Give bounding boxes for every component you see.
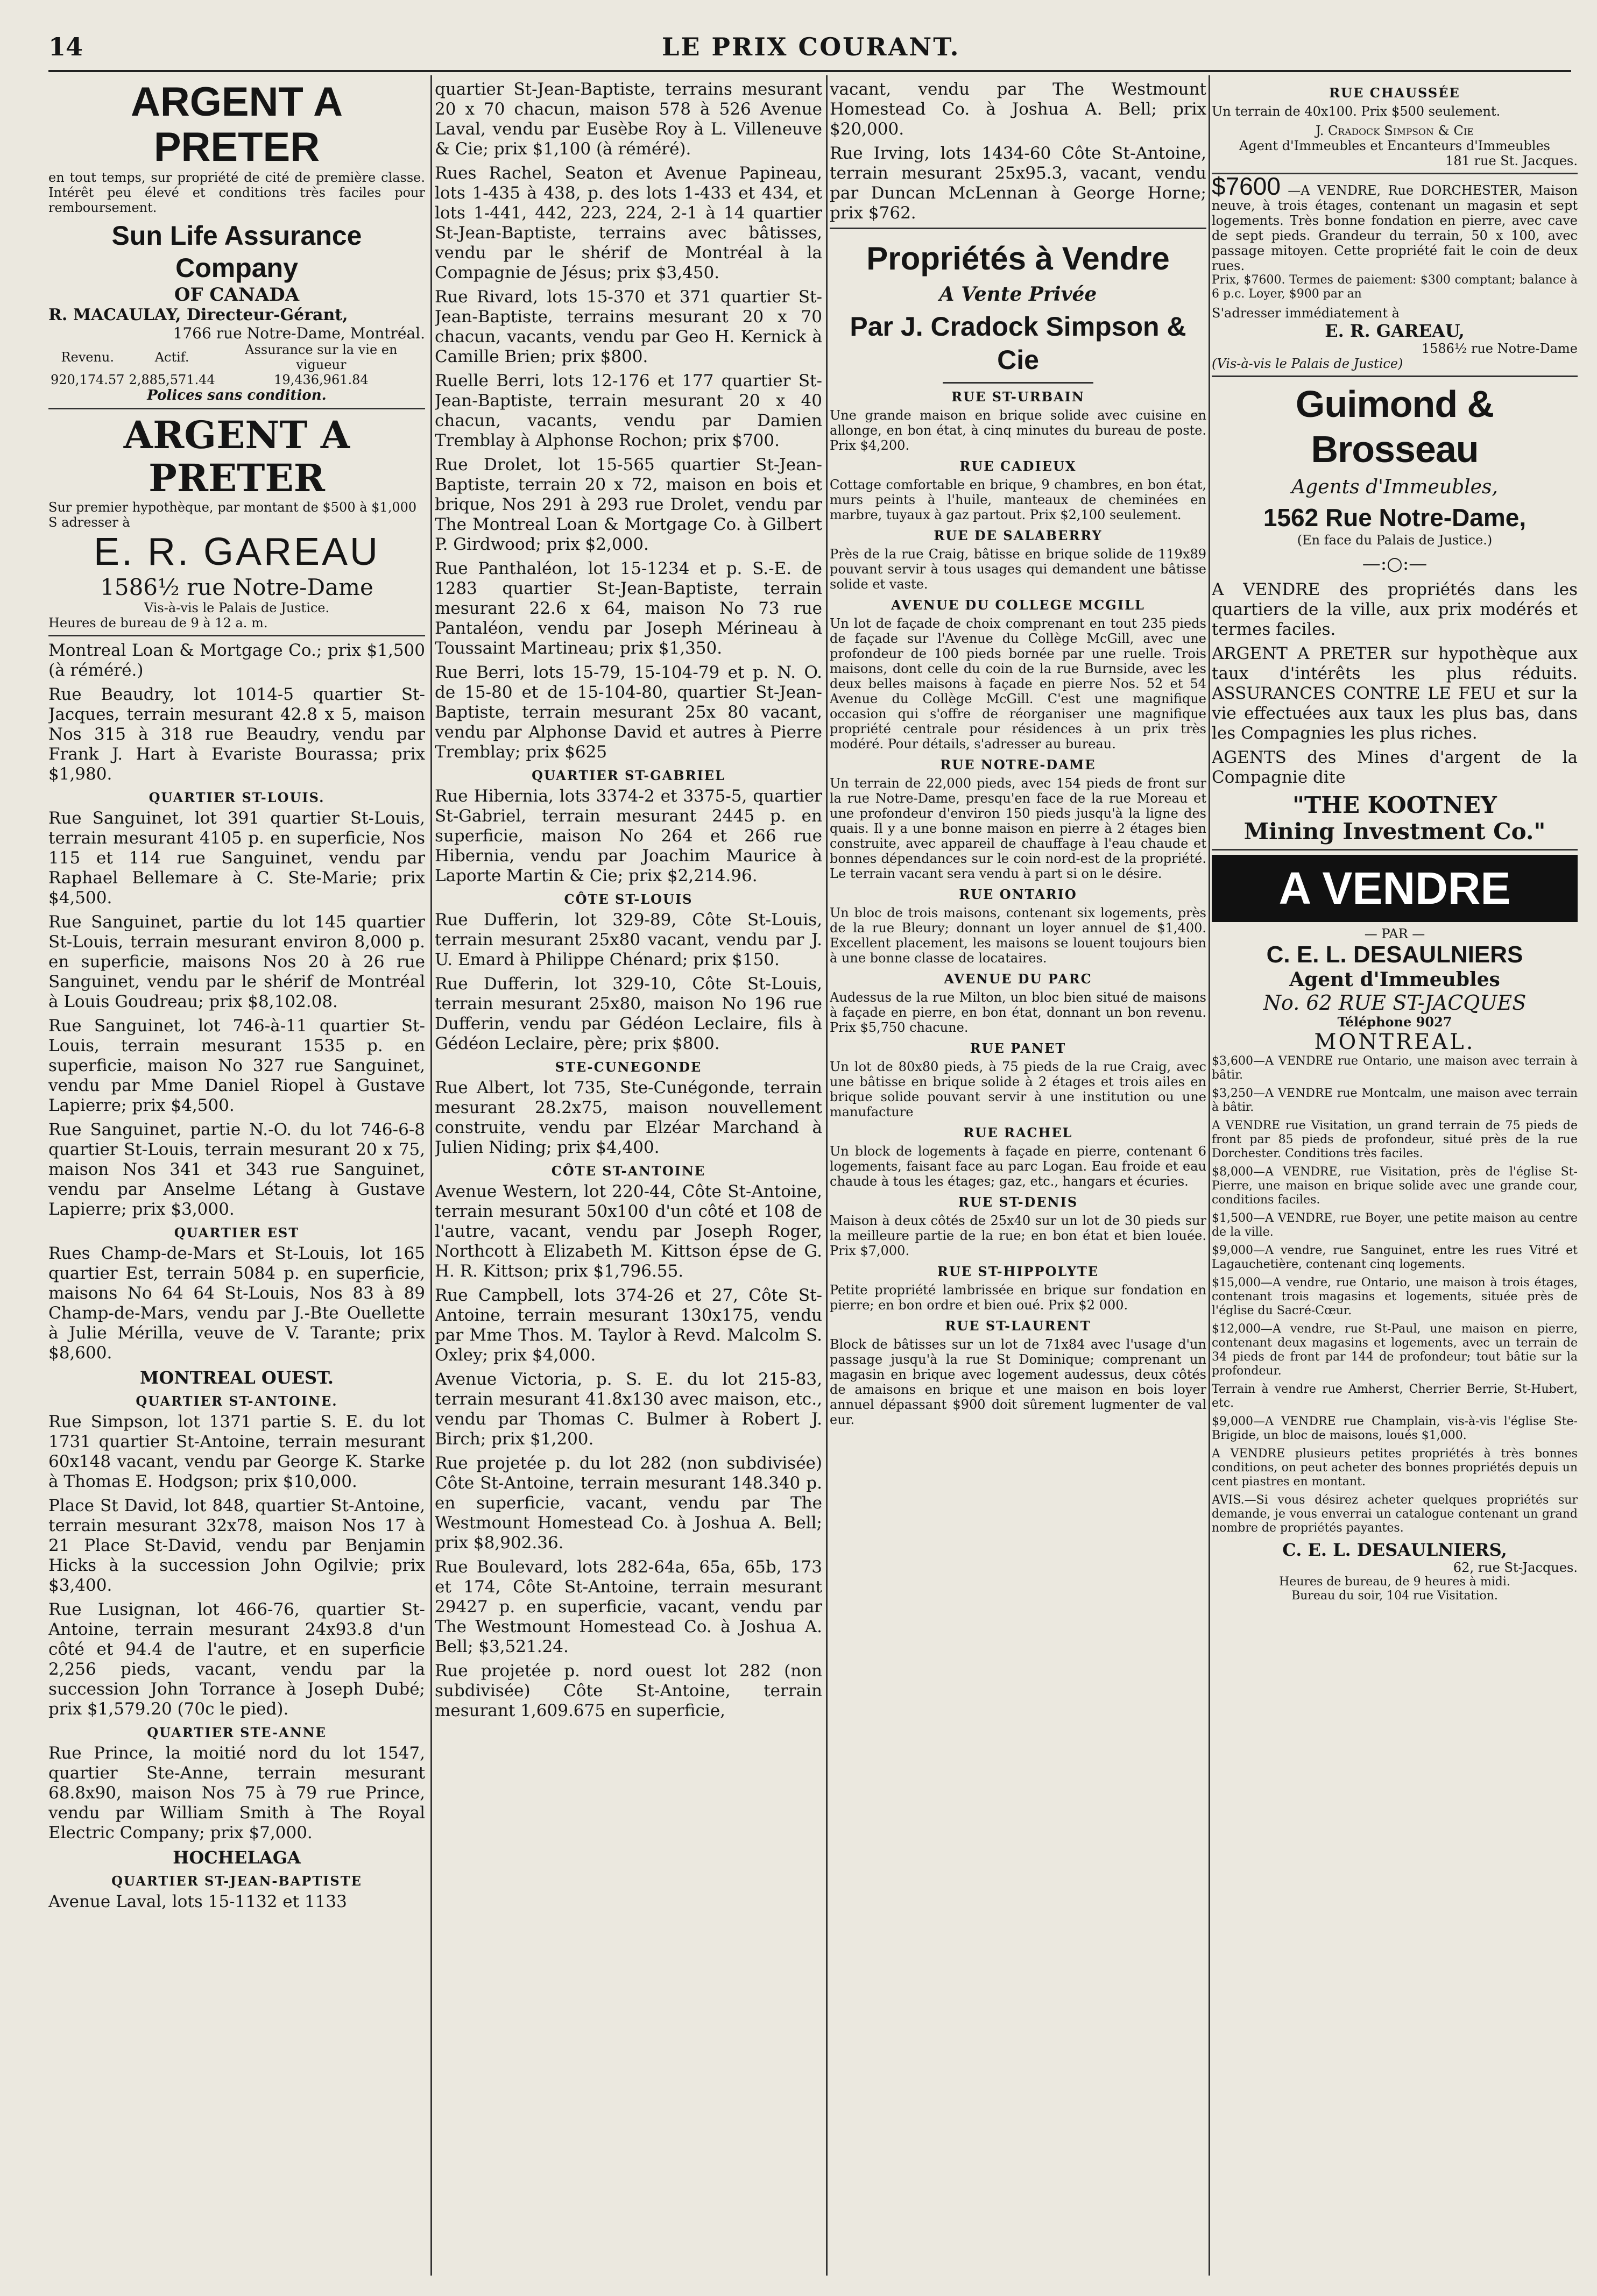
listing: Petite propriété lambrissée en brique sur fondation en pierre; en bon ordre et bien oué. Prix $2 000. (830, 1282, 1206, 1313)
dorchester-terms: Prix, $7600. Termes de paiement: $300 comptant; balance à 6 p.c. Loyer, $900 par an (1212, 273, 1578, 301)
fin-head: Revenu. (61, 350, 114, 365)
fin-value: 920,174.57 (51, 372, 125, 387)
guimond-title: Guimond & Brosseau (1295, 383, 1494, 470)
financial-table (48, 342, 425, 387)
listing: Rue Boulevard, lots 282-64a, 65a, 65b, 173 et 174, Côte St-Antoine, terrain mesurant 29427 p. en superficie, vacant, vendu par The Westmount Homestead Co. à Joshua A. Bell; $3,521.24. (435, 1557, 822, 1656)
divider (1212, 849, 1578, 851)
guimond-text: ARGENT A PRETER sur hypothèque aux taux d'intérêts les plus réduits. ASSURANCES CONTRE LE FEU et sur la vie effectuées aux taux les plus bas, dans les Compagnies les plus riches. (1212, 644, 1578, 743)
argent2-heading: ARGENT A PRETER (123, 413, 350, 500)
guimond-role: Agents d'Immeubles, (1291, 476, 1498, 498)
listing: Maison à deux côtés de 25x40 sur un lot de 30 pieds sur la meilleure partie de la rue; en bon état et bien louée. Prix $7,000. (830, 1213, 1206, 1258)
desaulniers-name: C. E. L. DESAULNIERS (1266, 941, 1523, 968)
sadresser: S adresser à (48, 515, 130, 530)
section-heading: RUE ST-HIPPOLYTE (937, 1264, 1099, 1279)
listing: Près de la rue Craig, bâtisse en brique solide de 119x89 pouvant servir à tous usages qui demandent une bâtisse solide et vaste. (830, 547, 1206, 592)
section-heading: RUE NOTRE-DAME (940, 757, 1096, 773)
section-heading: HOCHELAGA (173, 1847, 301, 1868)
listing: Rue Sanguinet, lot 746-à-11 quartier St-Louis, terrain mesurant 1535 p. en superficie, maison No 327 rue Sanguinet, vendu par Mme Daniel Riopel à Gustave Lapierre; prix $4,500. (48, 1016, 425, 1115)
listing: Terrain à vendre rue Amherst, Cherrier Berrie, St-Hubert, etc. (1212, 1383, 1578, 1410)
page-header (16, 32, 1577, 70)
dorchester-text: —A VENDRE, Rue DORCHESTER, Maison neuve, à trois étages, contenant un magasin et sept logements. Très bonne fondation en pierre, avec cave de sept pieds. Grandeur du terrain, 50 x 100, avec passage mitoyen. Cette propriété fait le coin de deux rues. (1212, 183, 1578, 273)
section-heading: QUARTIER ST-ANTOINE. (136, 1393, 338, 1409)
listing: $8,000—A VENDRE, rue Visitation, près de l'église St-Pierre, une maison en brique solide avec une grande cour, conditions faciles. (1212, 1165, 1578, 1207)
section-heading: RUE CHAUSSÉE (1329, 85, 1460, 101)
agent-address: 181 rue St. Jacques. (1445, 153, 1578, 168)
prop-title: Propriétés à Vendre (866, 240, 1170, 277)
listing: vacant, vendu par The Westmount Homestead Co. à Joshua A. Bell; prix $20,000. (830, 80, 1206, 139)
gareau-hours: Heures de bureau de 9 à 12 a. m. (48, 615, 268, 630)
section-heading: QUARTIER ST-LOUIS. (149, 790, 325, 805)
column-2 (435, 80, 822, 2274)
section-heading: RUE ONTARIO (959, 887, 1077, 902)
listing: Un lot de 80x80 pieds, à 75 pieds de la rue Craig, avec une bâtisse en brique solide à 2 étages et trois ailes en brique solide pouvant servir à une institution ou une manufacture (830, 1059, 1206, 1119)
listing: $3,600—A VENDRE rue Ontario, une maison avec terrain à bâtir. (1212, 1054, 1578, 1082)
listing: Un bloc de trois maisons, contenant six logements, près de la rue Bleury; donnant un loyer annuel de $1,400. Excellent placement, les maisons se louent toujours bien à une bonne classe de locataires. (830, 905, 1206, 966)
listing: $9,000—A vendre, rue Sanguinet, entre les rues Vitré et Lagauchetière, contenant cinq logements. (1212, 1244, 1578, 1271)
listing: $12,000—A vendre, rue St-Paul, une maison en pierre, contenant deux magasins et logements, avec un terrain de 34 pieds de front par 144 de profondeur; tout bâtie sur la profondeur. (1212, 1322, 1578, 1378)
sunlife-address: 1766 rue Notre-Dame, Montréal. (173, 324, 425, 342)
dorchester-price: $7600 (1212, 172, 1281, 200)
divider (1212, 375, 1578, 377)
argent-heading: ARGENT A PRETER (130, 80, 343, 170)
newspaper-title: LE PRIX COURANT. (662, 32, 960, 61)
signature-name: C. E. L. DESAULNIERS, (1282, 1540, 1507, 1560)
office-hours: Bureau du soir, 104 rue Visitation. (1291, 1589, 1498, 1603)
sunlife-manager: R. MACAULAY, Directeur-Gérant, (48, 306, 348, 324)
section-heading: QUARTIER ST-GABRIEL (532, 768, 725, 783)
listing: Un terrain de 40x100. Prix $500 seulement. (1212, 104, 1501, 119)
listing: Rue Albert, lot 735, Ste-Cunégonde, terrain mesurant 28.2x75, maison nouvellement construite, vendu par Elzéar Marchand à Julien Niding; prix $4,400. (435, 1078, 822, 1157)
listing: $1,500—A VENDRE, rue Boyer, une petite maison au centre de la ville. (1212, 1211, 1578, 1239)
gareau-address: 1586½ rue Notre-Dame (1421, 341, 1578, 356)
gareau-vis: Vis-à-vis le Palais de Justice. (144, 600, 330, 615)
listing: Rue Rivard, lots 15-370 et 371 quartier St-Jean-Baptiste, terrains mesurant 20 x 70 chacun, vacants, vendu par Geo H. Kernick à Camille Brien; prix $800. (435, 287, 822, 366)
section-heading: QUARTIER EST (174, 1225, 300, 1241)
listing: A VENDRE plusieurs petites propriétés à très bonnes conditions, on peut acheter des bonnes propriétés depuis un cent piastres en montant. (1212, 1447, 1578, 1489)
listing: Rue Sanguinet, lot 391 quartier St-Louis, terrain mesurant 4105 p. en superficie, Nos 115 et 114 rue Sanguinet, vendu par Raphael Bellemare à C. Ste-Marie; prix $4,500. (48, 809, 425, 908)
newspaper-page (16, 16, 1577, 2281)
office-hours: Heures de bureau, de 9 heures à midi. (1279, 1575, 1510, 1589)
column-divider (1209, 75, 1210, 2276)
listing: Avenue Western, lot 220-44, Côte St-Antoine, terrain mesurant 50x100 d'un côté et 108 de l'autre, vacant, vendu par Joseph Roger, Northcott à Elizabeth M. Kittson épse de G. H. R. Kittson; prix $1,796.55. (435, 1182, 822, 1281)
section-heading: RUE DE SALABERRY (934, 528, 1103, 543)
divider (830, 228, 1206, 229)
divider (943, 382, 1093, 384)
listing: Place St David, lot 848, quartier St-Antoine, terrain mesurant 32x78, maison Nos 17 à 21 Place St-David, vendu par Benjamin Hicks à la succession John Ogilvie; prix $3,400. (48, 1496, 425, 1595)
listing: Block de bâtisses sur un lot de 71x84 avec l'usage d'un passage jusqu'à la rue St Dominique; comprenant un magasin en brique avec logement audessus, deux côtés de amaisons en brique et une maison en bois loyer annuel dépassant $900 doit sûrement lugmenter de val eur. (830, 1337, 1206, 1427)
listing: AVIS.—Si vous désirez acheter quelques propriétés sur demande, je vous enverrai un catalogue contenant un grand nombre de propriétés payantes. (1212, 1493, 1578, 1535)
section-heading: QUARTIER STE-ANNE (147, 1725, 327, 1740)
listing: Rue Prince, la moitié nord du lot 1547, quartier Ste-Anne, terrain mesurant 68.8x90, maison Nos 75 à 79 rue Prince, vendu par William Smith à The Royal Electric Company; prix $7,000. (48, 1744, 425, 1843)
listing: Audessus de la rue Milton, un bloc bien situé de maisons à façade en pierre, en bon état, donnant un bon revenu. Prix $5,750 chacune. (830, 990, 1206, 1035)
header-rule (48, 70, 1571, 72)
kootney-name: "THE KOOTNEY (1292, 792, 1497, 818)
sunlife-name: Sun Life Assurance Company (111, 221, 362, 283)
prop-sub: A Vente Privée (939, 283, 1097, 306)
listing: Rue Dufferin, lot 329-89, Côte St-Louis, terrain mesurant 25x80 vacant, vendu par J. U. Emard à Philippe Chénard; prix $150. (435, 910, 822, 969)
listing: Un terrain de 22,000 pieds, avec 154 pieds de front sur la rue Notre-Dame, presqu'en face de la rue Moreau et une profondeur d'environ 150 pieds jusqu'à la ligne des quais. Il y a une bonne maison en pierre à 2 étages bien construite, avec appareil de chauffage à l'eau chaude et bonnes dépendances sur le coin nord-est de la propriété. Le terrain vacant sera vendu à part si on le désire. (830, 776, 1206, 881)
fin-value: 19,436,961.84 (274, 372, 369, 387)
section-heading: STE-CUNEGONDE (555, 1059, 702, 1075)
section-heading: CÔTE ST-ANTOINE (551, 1163, 706, 1179)
listing: Ruelle Berri, lots 12-176 et 177 quartier St-Jean-Baptiste, terrain mesurant 20 x 40 chacun, vacants, vendu par Damien Tremblay à Alphonse Rochon; prix $700. (435, 371, 822, 450)
listing: $15,000—A vendre, rue Ontario, une maison à trois étages, contenant trois magasins et logements, située près de l'église du Sacré-Cœur. (1212, 1276, 1578, 1317)
section-heading: RUE CADIEUX (959, 458, 1077, 474)
argent-text: en tout temps, sur propriété de cité de première classe. Intérêt peu élevé et conditions très faciles pour remboursement. (48, 170, 425, 215)
listing: Avenue Laval, lots 15-1132 et 1133 (48, 1892, 347, 1911)
column-4 (1212, 80, 1578, 2274)
listing: A VENDRE rue Visitation, un grand terrain de 75 pieds de front par 85 pieds de profondeur, situé près de la rue Dorchester. Conditions très faciles. (1212, 1119, 1578, 1160)
gareau-address: 1586½ rue Notre-Dame (100, 574, 373, 600)
listing: Rue Berri, lots 15-79, 15-104-79 et p. N. O. de 15-80 et de 15-104-80, quartier St-Jean-Baptiste, terrain mesurant 25x 80 vacant, vendu par Alphonse David et autres à Pierre Tremblay; prix $625 (435, 663, 822, 762)
dorchester-contact: S'adresser immédiatement à (1212, 306, 1400, 321)
listing: Rue Sanguinet, partie du lot 145 quartier St-Louis, terrain mesurant environ 8,000 p. en superficie, maisons Nos 20 à 26 rue Sanguinet, vendu par le shérif de Montréal à Louis Goudreau; prix $8,102.08. (48, 912, 425, 1011)
listing: Rue projetée p. nord ouest lot 282 (non subdivisée) Côte St-Antoine, terrain mesurant 1,609.675 en superficie, (435, 1661, 822, 1720)
listing: Rue Panthaléon, lot 15-1234 et p. S.-E. de 1283 quartier St-Jean-Baptiste, terrain mesurant 22.6 x 64, maison No 73 rue Pantaléon, vendu par Joseph Mérineau à Toussaint Martineau; prix $1,350. (435, 559, 822, 658)
column-1 (48, 80, 425, 2274)
agent-name: J. Cradock Simpson & Cie (1316, 123, 1474, 138)
argent2-text: Sur premier hypothèque, par montant de $500 à $1,000 (48, 500, 417, 515)
fin-head: Actif. (154, 350, 189, 365)
column-3 (830, 80, 1206, 2274)
desaulniers-address: No. 62 RUE ST-JACQUES (1263, 991, 1527, 1015)
listing: Rue Dufferin, lot 329-10, Côte St-Louis, terrain mesurant 25x80, maison No 196 rue Dufferin, vendu par Gédéon Leclaire, fils à Gédéon Leclaire, père; prix $800. (435, 974, 822, 1053)
listing: Un lot de façade de choix comprenant en tout 235 pieds de façade sur l'Avenue du Collège McGill, avec une profondeur de 100 pieds bornée par une ruelle. Trois maisons, dont celle du coin de la rue Burnside, avec les deux belles maisons à façade en pierre Nos. 52 et 54 Avenue du Collège McGill. C'est une magnifique occasion qui s'offre de réorganiser une magnifique propriété centrale pour résidences à un prix très modéré. Pour détails, s'adresser au bureau. (830, 616, 1206, 752)
listing: Rue Hibernia, lots 3374-2 et 3375-5, quartier St-Gabriel, terrain mesurant 2445 p. en superficie, maison No 264 et 266 rue Hibernia, vendu par Joachim Maurice à Laporte Martin & Cie; prix $2,214.96. (435, 786, 822, 885)
listing: Rue Campbell, lots 374-26 et 27, Côte St-Antoine, terrain mesurant 130x175, vendu par Mme Thos. M. Taylor à Revd. Malcolm S. Oxley; prix $4,000. (435, 1286, 822, 1365)
listing: Rue Irving, lots 1434-60 Côte St-Antoine, terrain mesurant 25x95.3, vacant, vendu par Duncan McLennan à George Horne; prix $762. (830, 144, 1206, 223)
ornament: —:○:— (1362, 553, 1428, 575)
listing: Rue Drolet, lot 15-565 quartier St-Jean-Baptiste, terrain 20 x 72, maison en bois et brique, Nos 291 à 293 rue Drolet, vendu par The Montreal Loan & Mortgage Co. à Gilbert P. Girdwood; prix $2,000. (435, 455, 822, 554)
section-heading: RUE RACHEL (963, 1125, 1073, 1140)
section-heading: MONTREAL OUEST. (140, 1367, 334, 1388)
guimond-text: AGENTS des Mines d'argent de la Compagnie dite (1212, 748, 1578, 787)
section-heading: QUARTIER ST-JEAN-BAPTISTE (111, 1873, 362, 1889)
listing: Rue projetée p. du lot 282 (non subdivisée) Côte St-Antoine, terrain mesurant 148.340 p. en superficie, vacant, vendu par The Westmount Homestead Co. à Joshua A. Bell; prix $8,902.36. (435, 1454, 822, 1553)
section-heading: AVENUE DU COLLEGE MCGILL (891, 597, 1145, 613)
divider (48, 635, 425, 636)
listing: Rues Champ-de-Mars et St-Louis, lot 165 quartier Est, terrain 5084 p. en superficie, maisons No 64 64 St-Louis, Nos 83 à 89 Champ-de-Mars, vendu par J.-Bte Ouellette à Julie Mérilla, veuve de V. Tarante; prix $8,600. (48, 1244, 425, 1363)
fin-value: 2,885,571.44 (129, 372, 215, 387)
par-text: — PAR — (1364, 926, 1425, 941)
listing: Rue Simpson, lot 1371 partie S. E. du lot 1731 quartier St-Antoine, terrain mesurant 60x148 vacant, vendu par George K. Starke à Thomas E. Hodgson; prix $10,000. (48, 1412, 425, 1491)
listing: Rue Beaudry, lot 1014-5 quartier St-Jacques, terrain mesurant 42.8 x 5, maison Nos 315 à 318 rue Beaudry, vendu par Frank J. Hart à Evariste Bourassa; prix $1,980. (48, 685, 425, 784)
listing: Rue Lusignan, lot 466-76, quartier St-Antoine, terrain mesurant 24x93.8 d'un côté et 94.4 de l'autre, et en superficie 2,256 pieds, vacant, vendu par la succession John Torrance à Joseph Dubé; prix $1,579.20 (70c le pied). (48, 1600, 425, 1719)
desaulniers-phone: Téléphone 9027 (1337, 1014, 1452, 1030)
divider (48, 408, 425, 409)
gareau-vis: (Vis-à-vis le Palais de Justice) (1212, 356, 1403, 371)
guimond-face: (En face du Palais de Justice.) (1297, 533, 1493, 548)
desaulniers-city: MONTREAL. (1314, 1030, 1475, 1054)
column-divider (430, 75, 432, 2276)
column-divider (826, 75, 828, 2276)
listing: Rue Sanguinet, partie N.-O. du lot 746-6-8 quartier St-Louis, terrain mesurant 20 x 75, maison Nos 341 et 343 rue Sanguinet, vendu par Anselme Létang à Gustave Lapierre; prix $3,000. (48, 1120, 425, 1219)
gareau-name: E. R. GAREAU (93, 530, 380, 573)
avendre-banner: A VENDRE (1212, 855, 1578, 922)
desaulniers-role: Agent d'Immeubles (1289, 968, 1500, 991)
section-heading: RUE ST-LAURENT (945, 1318, 1091, 1334)
listing: Rues Rachel, Seaton et Avenue Papineau, lots 1-435 à 438, p. des lots 1-433 et 434, et lots 1-441, 442, 223, 224, 2-1 à 14 quartier St-Jean-Baptiste, terrains avec bâtisses, vendu par le shérif de Montréal à la Compagnie de Jésus; prix $3,450. (435, 164, 822, 282)
section-heading: CÔTE ST-LOUIS (564, 891, 693, 907)
listing: quartier St-Jean-Baptiste, terrains mesurant 20 x 70 chacun, maison 578 à 526 Avenue Laval, vendu par Eusèbe Roy à L. Villeneuve & Cie; prix $1,100 (à réméré). (435, 80, 822, 159)
fin-head: Assurance sur la vie en vigueur (245, 342, 398, 372)
sunlife-sub: OF CANADA (174, 284, 300, 306)
section-heading: RUE ST-URBAIN (951, 389, 1085, 405)
listing: Cottage comfortable en brique, 9 chambres, en bon état, murs peints à l'huile, manteaux de cheminées en marbre, tuyaux à gaz partout. Prix $2,100 seulement. (830, 477, 1206, 522)
listing: Une grande maison en brique solide avec cuisine en allonge, en bon état, à cinq minutes du bureau de poste. Prix $4,200. (830, 408, 1206, 453)
kootney-name-2: Mining Investment Co." (1243, 818, 1546, 845)
guimond-text: A VENDRE des propriétés dans les quartiers de la ville, aux prix modérés et termes faciles. (1212, 580, 1578, 639)
prop-by: Par J. Cradock Simpson & Cie (850, 311, 1186, 375)
guimond-address: 1562 Rue Notre-Dame, (1263, 504, 1527, 532)
dorchester-ad (1212, 172, 1578, 273)
agent-role: Agent d'Immeubles et Encanteurs d'Immeubles (1239, 138, 1550, 153)
section-heading: AVENUE DU PARC (944, 971, 1092, 987)
listing: Montreal Loan & Mortgage Co.; prix $1,500 (à réméré.) (48, 641, 425, 680)
polices-text: Polices sans condition. (147, 387, 327, 403)
page-number: 14 (48, 32, 83, 61)
listing: Avenue Victoria, p. S. E. du lot 215-83, terrain mesurant 41.8x130 avec maison, etc., vendu par Thomas C. Bulmer à Robert J. Birch; prix $1,200. (435, 1370, 822, 1449)
listing: Un block de logements à façade en pierre, contenant 6 logements, faisant face au parc Logan. Eau froide et eau chaude à tous les étages; gaz, etc., hangars et écuries. (830, 1144, 1206, 1189)
section-heading: RUE ST-DENIS (958, 1194, 1078, 1210)
section-heading: RUE PANET (970, 1040, 1066, 1056)
listing: $3,250—A VENDRE rue Montcalm, une maison avec terrain à bâtir. (1212, 1087, 1578, 1114)
signature-address: 62, rue St-Jacques. (1453, 1560, 1578, 1575)
gareau-name: E. R. GAREAU, (1325, 321, 1465, 341)
listing: $9,000—A VENDRE rue Champlain, vis-à-vis l'église Ste-Brigide, un bloc de maisons, loués $1,000. (1212, 1415, 1578, 1442)
